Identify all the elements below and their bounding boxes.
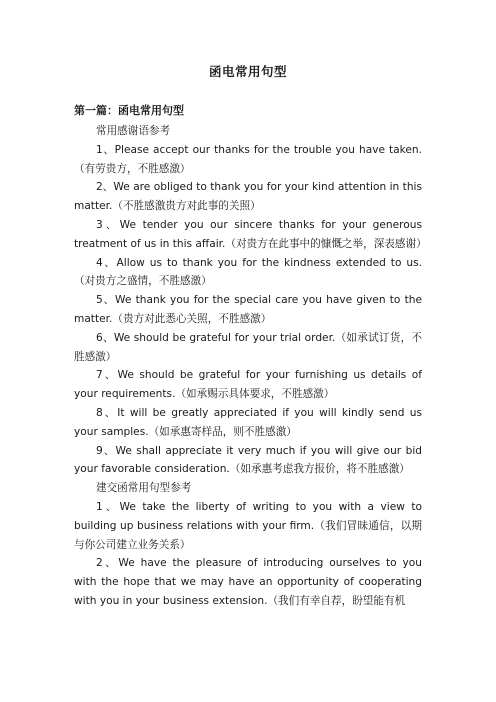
list-item: 1、Please accept our thanks for the trouble you have taken.（有劳贵方，不胜感激） <box>74 143 422 175</box>
list-item: 2、We are obliged to thank you for your kind attention in this matter.（不胜感激贵方对此事的关照） <box>74 181 422 213</box>
list-item: 1、We take the liberty of writing to you with a view to building up business relations with your firm.（我们冒昧通信，以期与你公司建立业务关系） <box>74 500 422 551</box>
thanks-heading: 常用感谢语参考 <box>96 125 171 137</box>
list-item: 3、We tender you our sincere thanks for your generous treatment of us in this affair.（对贵方在此事中的慷慨之举，深表感谢） <box>74 218 427 250</box>
section-title: 第一篇：函电常用句型 <box>74 104 184 117</box>
list-item: 6、We should be grateful for your trial order.（如承试订货，不胜感激） <box>74 331 422 363</box>
list-item: 9、We shall appreciate it very much if you will give our bid your favorable consideration.（如承惠考虑我方报价，将不胜感激） <box>74 444 422 476</box>
relations-heading: 建交函常用句型参考 <box>96 482 192 495</box>
list-item: 2、We have the pleasure of introducing ourselves to you with the hope that we may have an opportunity of cooperating with you in your business extension.（我们有幸自荐，盼望能有机 <box>74 557 422 607</box>
page-title: 函电常用句型 <box>208 64 287 79</box>
list-item: 5、We thank you for the special care you have given to the matter.（贵方对此悉心关照，不胜感激） <box>74 294 422 325</box>
list-item: 7、We should be grateful for your furnishing us details of your requirements.（如承赐示具体要求，不胜感激） <box>74 369 422 401</box>
list-item: 4、Allow us to thank you for the kindness extended to us.（对贵方之盛情，不胜感激） <box>74 256 422 288</box>
list-item: 8、It will be greatly appreciated if you will kindly send us your samples.（如承惠寄样品，则不胜感激） <box>74 406 422 438</box>
